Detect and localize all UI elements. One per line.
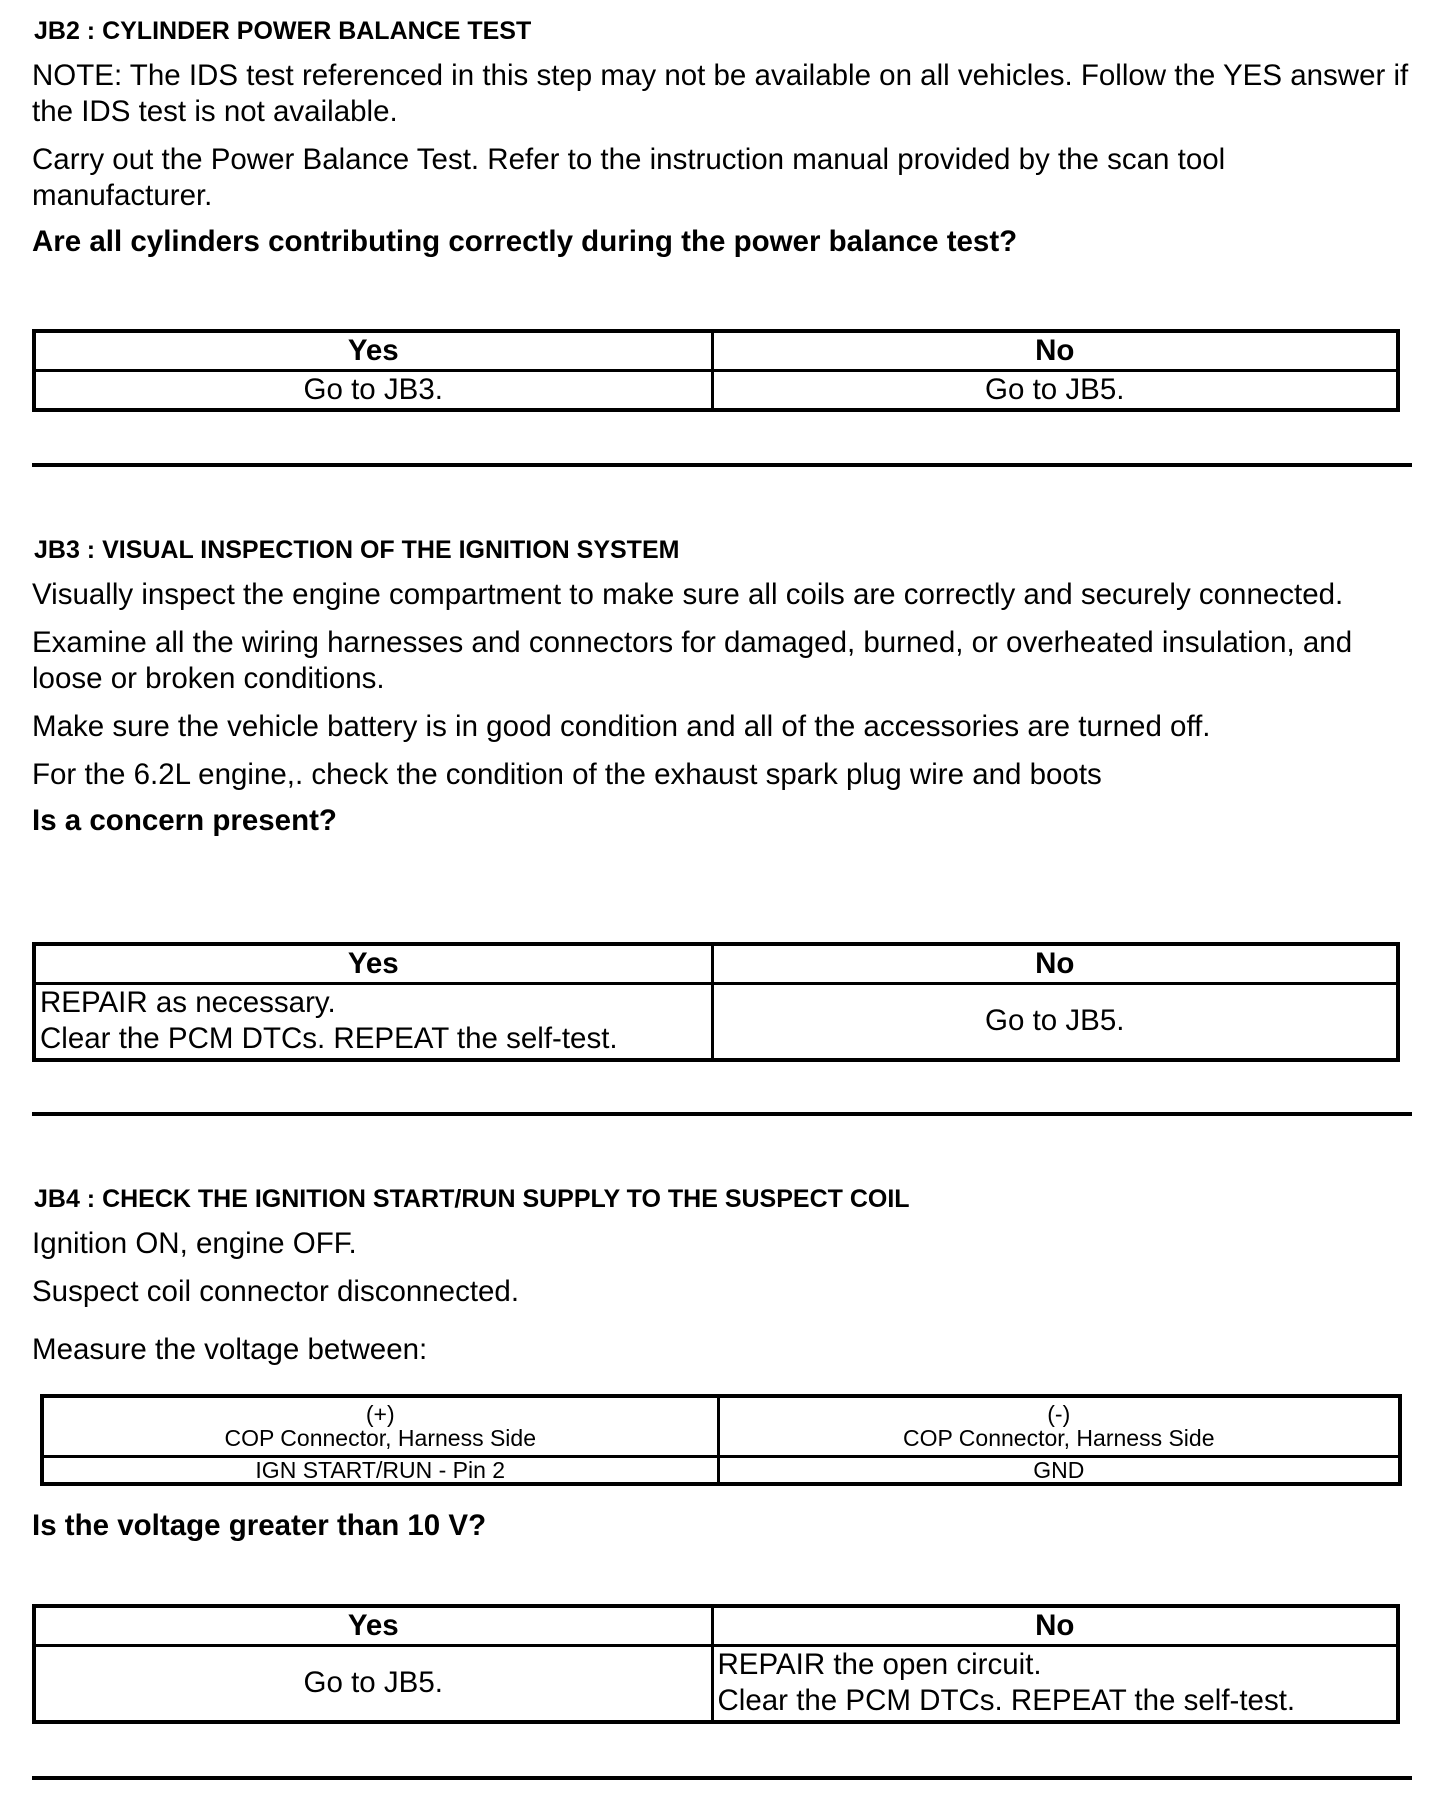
jb4-condition-2: Suspect coil connector disconnected. (32, 1275, 520, 1308)
jb2-yes-header: Yes (34, 331, 712, 371)
jb4-yes-header: Yes (34, 1606, 712, 1646)
section-divider (32, 1776, 1412, 1780)
jb2-section (32, 16, 1412, 260)
jb3-yes-action (34, 984, 712, 1060)
jb2-no-header: No (712, 331, 1398, 371)
jb4-no-action-line-2: Clear the PCM DTCs. REPEAT the self-test. (717, 1684, 1296, 1718)
jb4-no-action-line-1: REPAIR the open circuit. (717, 1648, 1042, 1682)
jb3-paragraph-4: For the 6.2L engine,. check the condition of the exhaust spark plug wire and boots (32, 758, 1102, 791)
jb4-condition-1: Ignition ON, engine OFF. (32, 1227, 357, 1260)
jb3-yes-action-line-1: REPAIR as necessary. (40, 986, 336, 1020)
negative-terminal-cell (718, 1396, 1400, 1456)
jb3-yes-action-line-2: Clear the PCM DTCs. REPEAT the self-test. (40, 1022, 618, 1056)
jb4-answer-table (32, 1604, 1400, 1724)
jb2-no-action: Go to JB5. (712, 371, 1398, 411)
jb4-question: Is the voltage greater than 10 V? (32, 1509, 487, 1542)
negative-symbol: (-) (1047, 1401, 1071, 1428)
section-divider (32, 463, 1412, 467)
jb2-title: JB2 : CYLINDER POWER BALANCE TEST (34, 17, 532, 45)
positive-test-point: IGN START/RUN - Pin 2 (42, 1456, 718, 1484)
jb3-paragraph-3: Make sure the vehicle battery is in good condition and all of the accessories are turned off. (32, 710, 1211, 743)
jb4-yes-action: Go to JB5. (34, 1646, 712, 1722)
jb4-section (32, 1184, 1412, 1368)
jb3-question: Is a concern present? (32, 804, 337, 837)
section-divider (32, 1112, 1412, 1116)
jb4-no-action (712, 1646, 1398, 1722)
negative-label: COP Connector, Harness Side (902, 1425, 1215, 1452)
jb3-title: JB3 : VISUAL INSPECTION OF THE IGNITION SYSTEM (34, 536, 680, 564)
jb4-measure-instruction: Measure the voltage between: (32, 1333, 428, 1366)
jb3-paragraph-1: Visually inspect the engine compartment to make sure all coils are correctly and securely connected. (32, 578, 1344, 611)
positive-symbol: (+) (365, 1401, 395, 1428)
jb3-yes-header: Yes (34, 944, 712, 984)
jb2-instruction: Carry out the Power Balance Test. Refer to the instruction manual provided by the scan tool manufacturer. (32, 143, 1226, 212)
jb3-answer-table (32, 942, 1400, 1062)
jb2-answer-table (32, 329, 1400, 412)
positive-label: COP Connector, Harness Side (224, 1425, 536, 1452)
jb2-yes-action: Go to JB3. (34, 371, 712, 411)
jb4-title: JB4 : CHECK THE IGNITION START/RUN SUPPLY TO THE SUSPECT COIL (34, 1185, 910, 1213)
jb3-no-header: No (712, 944, 1398, 984)
jb4-measure-table (40, 1394, 1402, 1486)
jb3-section (32, 535, 1412, 839)
jb2-question: Are all cylinders contributing correctly during the power balance test? (32, 225, 1018, 258)
jb4-no-header: No (712, 1606, 1398, 1646)
jb3-paragraph-2: Examine all the wiring harnesses and connectors for damaged, burned, or overheated insulation, and loose or broken conditions. (32, 626, 1353, 695)
negative-test-point: GND (718, 1456, 1400, 1484)
jb2-note: NOTE: The IDS test referenced in this step may not be available on all vehicles. Follow the YES answer if the IDS test is not available. (32, 59, 1409, 128)
jb3-no-action: Go to JB5. (712, 984, 1398, 1060)
positive-terminal-cell (42, 1396, 718, 1456)
